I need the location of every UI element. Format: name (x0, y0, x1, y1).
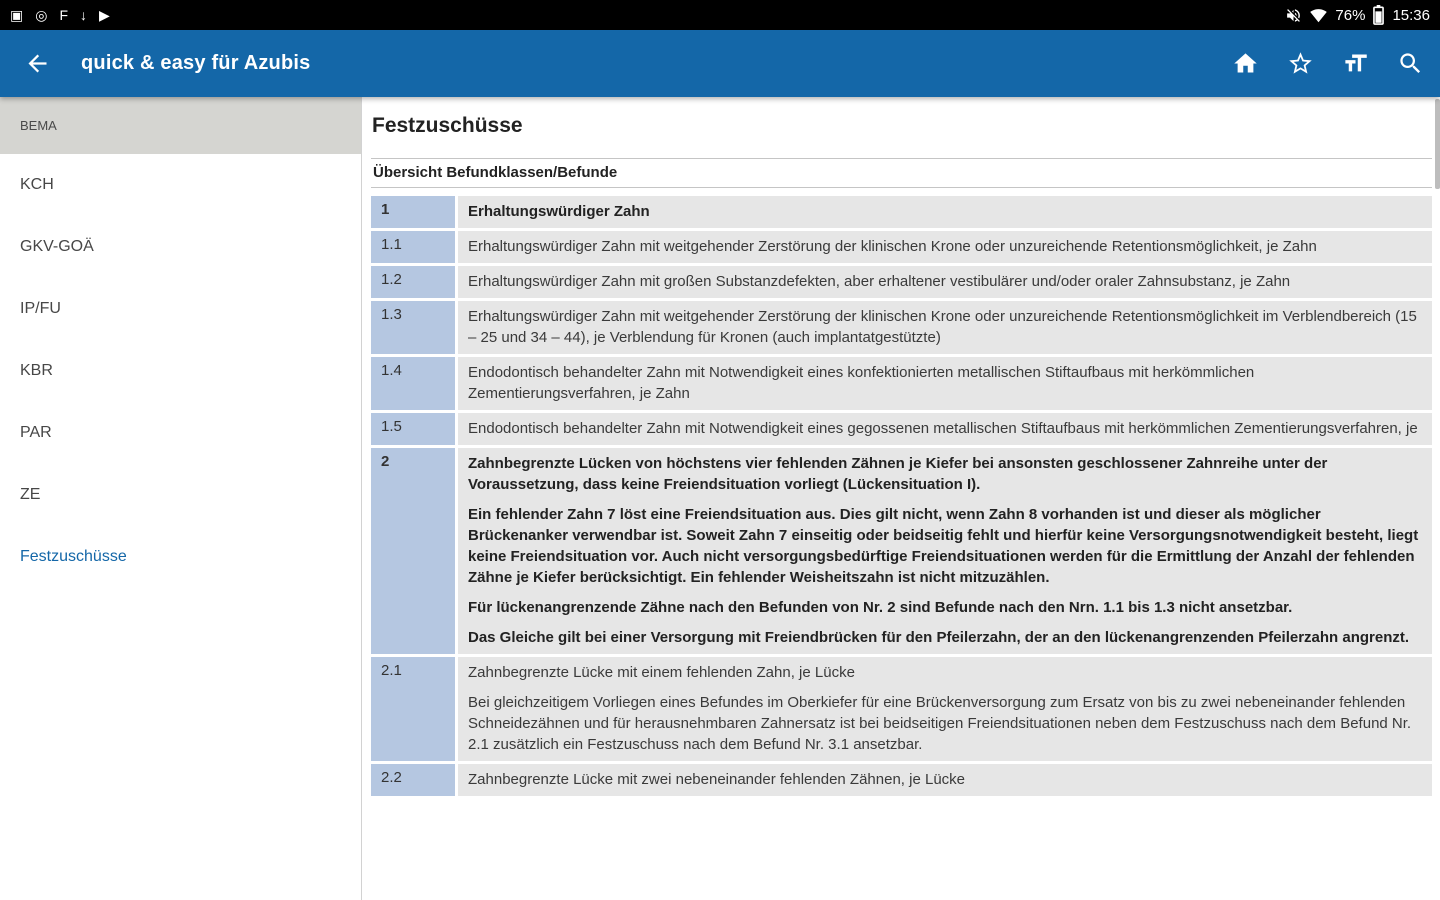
battery-icon (1373, 5, 1384, 25)
status-bar (0, 0, 1440, 30)
sidebar-item-ip-fu[interactable] (0, 278, 361, 340)
text-size-icon (1342, 50, 1369, 77)
table-row (371, 657, 1432, 761)
befund-text (458, 231, 1432, 263)
home-icon (1232, 50, 1259, 77)
befund-code: 2 (371, 448, 455, 654)
content-scroll-area[interactable] (362, 97, 1440, 900)
home-button[interactable] (1232, 50, 1259, 77)
table-row (371, 413, 1432, 445)
back-button[interactable] (0, 50, 51, 77)
befund-paragraph: Das Gleiche gilt bei einer Versorgung mit Freiendbrücken für den Pfeilerzahn, der an den lückenangrenzenden Pfeilerzahn angrenzt. (468, 629, 1410, 646)
sidebar-item-kbr[interactable] (0, 340, 361, 402)
table-row (371, 196, 1432, 228)
fdroid-icon: F (59, 7, 69, 23)
table-row (371, 448, 1432, 654)
table-row (371, 357, 1432, 410)
page-title: Festzuschüsse (372, 114, 523, 137)
befund-text (458, 413, 1432, 445)
befund-code: 1.4 (371, 357, 455, 410)
sidebar (0, 97, 362, 900)
befund-paragraph: Zahnbegrenzte Lücke mit einem fehlenden Zahn, je Lücke (468, 664, 855, 681)
search-icon (1397, 50, 1424, 77)
befund-paragraph: Erhaltungswürdiger Zahn mit weitgehender Zerstörung der klinischen Krone oder unzureichende Retentionsmöglichkeit im Verblendbereich (15 – 25 und 34 – 44), je Verblendung für Kronen (auch implantatgestützte) (468, 308, 1417, 346)
sidebar-item-bema[interactable] (0, 97, 361, 154)
main-area (0, 97, 1440, 900)
status-notification-icons (10, 8, 110, 22)
befund-text (458, 357, 1432, 410)
befund-paragraph: Endodontisch behandelter Zahn mit Notwendigkeit eines konfektionierten metallischen Stiftaufbaus mit herkömmlichen Zementierungsverfahren, je Zahn (468, 364, 1255, 402)
befund-code: 2.2 (371, 764, 455, 796)
befund-paragraph: Zahnbegrenzte Lücken von höchstens vier fehlenden Zähnen je Kiefer bei ansonsten geschlossener Zahnreihe unter der Voraussetzung, dass keine Freiendsituation vorliegt (Lückensituation I). (468, 455, 1328, 493)
table-row (371, 266, 1432, 298)
sidebar-item-kch[interactable] (0, 154, 361, 216)
play-icon: ▶ (99, 7, 110, 23)
befund-paragraph: Für lückenangrenzende Zähne nach den Befunden von Nr. 2 sind Befunde nach den Nrn. 1.1 bis 1.3 nicht ansetzbar. (468, 599, 1293, 616)
battery-percent: 76% (1335, 6, 1366, 24)
befund-table (371, 196, 1432, 796)
sidebar-item-label: KBR (20, 362, 53, 379)
befund-paragraph: Erhaltungswürdiger Zahn mit großen Substanzdefekten, aber erhaltener vestibulärer und/oder oraler Zahnsubstanz, je Zahn (468, 273, 1291, 290)
volume-mute-icon (1285, 7, 1302, 24)
table-row (371, 764, 1432, 796)
status-time: 15:36 (1392, 6, 1430, 24)
befund-paragraph: Endodontisch behandelter Zahn mit Notwendigkeit eines gegossenen metallischen Stiftaufbaus mit herkömmlichen Zementierungsverfahren, je (468, 420, 1418, 437)
table-row (371, 301, 1432, 354)
sidebar-item-label: KCH (20, 176, 54, 193)
befund-paragraph: Zahnbegrenzte Lücke mit zwei nebeneinander fehlenden Zähnen, je Lücke (468, 771, 966, 788)
screenshot-icon: ▣ (10, 7, 24, 23)
sidebar-item-label: ZE (20, 486, 41, 503)
befund-text (458, 266, 1432, 298)
befund-paragraph: Erhaltungswürdiger Zahn mit weitgehender Zerstörung der klinischen Krone oder unzureichende Retentionsmöglichkeit, je Zahn (468, 238, 1317, 255)
befund-paragraph: Bei gleichzeitigem Vorliegen eines Befundes im Oberkiefer für eine Brückenversorgung zum Ersatz von bis zu zwei nebeneinander fehlenden Schneidezähnen und für herausnehmbaren Zahnersatz ist bei beidseitigen Freiendsituationen neben dem Festzuschuss nach dem Befund Nr. 2.1 zusätzlich ein Festzuschuss nach dem Befund Nr. 3.1 ansetzbar. (468, 694, 1412, 753)
sidebar-item-label: PAR (20, 424, 52, 441)
search-button[interactable] (1397, 50, 1424, 77)
befund-text (458, 657, 1432, 761)
wifi-icon (1310, 7, 1327, 24)
befund-text (458, 301, 1432, 354)
befund-paragraph: Erhaltungswürdiger Zahn (468, 203, 650, 220)
sidebar-item-par[interactable] (0, 402, 361, 464)
record-icon: ◎ (35, 7, 48, 23)
table-row (371, 231, 1432, 263)
befund-code: 1.3 (371, 301, 455, 354)
befund-text (458, 764, 1432, 796)
sidebar-item-label: BEMA (20, 118, 57, 133)
befund-code: 2.1 (371, 657, 455, 761)
befund-paragraph: Ein fehlender Zahn 7 löst eine Freiendsituation aus. Dies gilt nicht, wenn Zahn 8 vorhanden ist und dieser als möglicher Brückenanker verwendbar ist. Soweit Zahn 7 einseitig oder beidseitig fehlt und hierfür keine Versorgungsnotwendigkeit besteht, liegt keine Freiendsituation vor. Auch nicht versorgungsbedürftige Freiendsituationen werden für die Ermittlung der Anzahl der fehlenden Zähne je Kiefer berücksichtigt. Ein fehlender Weisheitszahn ist nicht mitzuzählen. (468, 506, 1419, 586)
befund-code: 1.2 (371, 266, 455, 298)
befund-text (458, 448, 1432, 654)
text-size-button[interactable] (1342, 50, 1369, 77)
befund-code: 1.1 (371, 231, 455, 263)
app-bar (0, 30, 1440, 97)
back-icon (24, 50, 51, 77)
star-icon (1287, 50, 1314, 77)
sidebar-item-label: GKV-GOÄ (20, 238, 94, 255)
befund-code: 1.5 (371, 413, 455, 445)
sidebar-item-gkv-goa[interactable] (0, 216, 361, 278)
sidebar-item-label: Festzuschüsse (20, 548, 127, 565)
favorite-button[interactable] (1287, 50, 1314, 77)
download-icon: ↓ (80, 7, 88, 23)
befund-code: 1 (371, 196, 455, 228)
befund-text (458, 196, 1432, 228)
table-header: Übersicht Befundklassen/Befunde (371, 158, 1432, 188)
sidebar-item-festzuschuesse[interactable] (0, 526, 361, 588)
sidebar-item-ze[interactable] (0, 464, 361, 526)
sidebar-item-label: IP/FU (20, 300, 61, 317)
scrollbar-thumb[interactable] (1435, 99, 1440, 189)
app-title: quick & easy für Azubis (81, 52, 311, 74)
scrollbar[interactable] (1435, 99, 1440, 900)
